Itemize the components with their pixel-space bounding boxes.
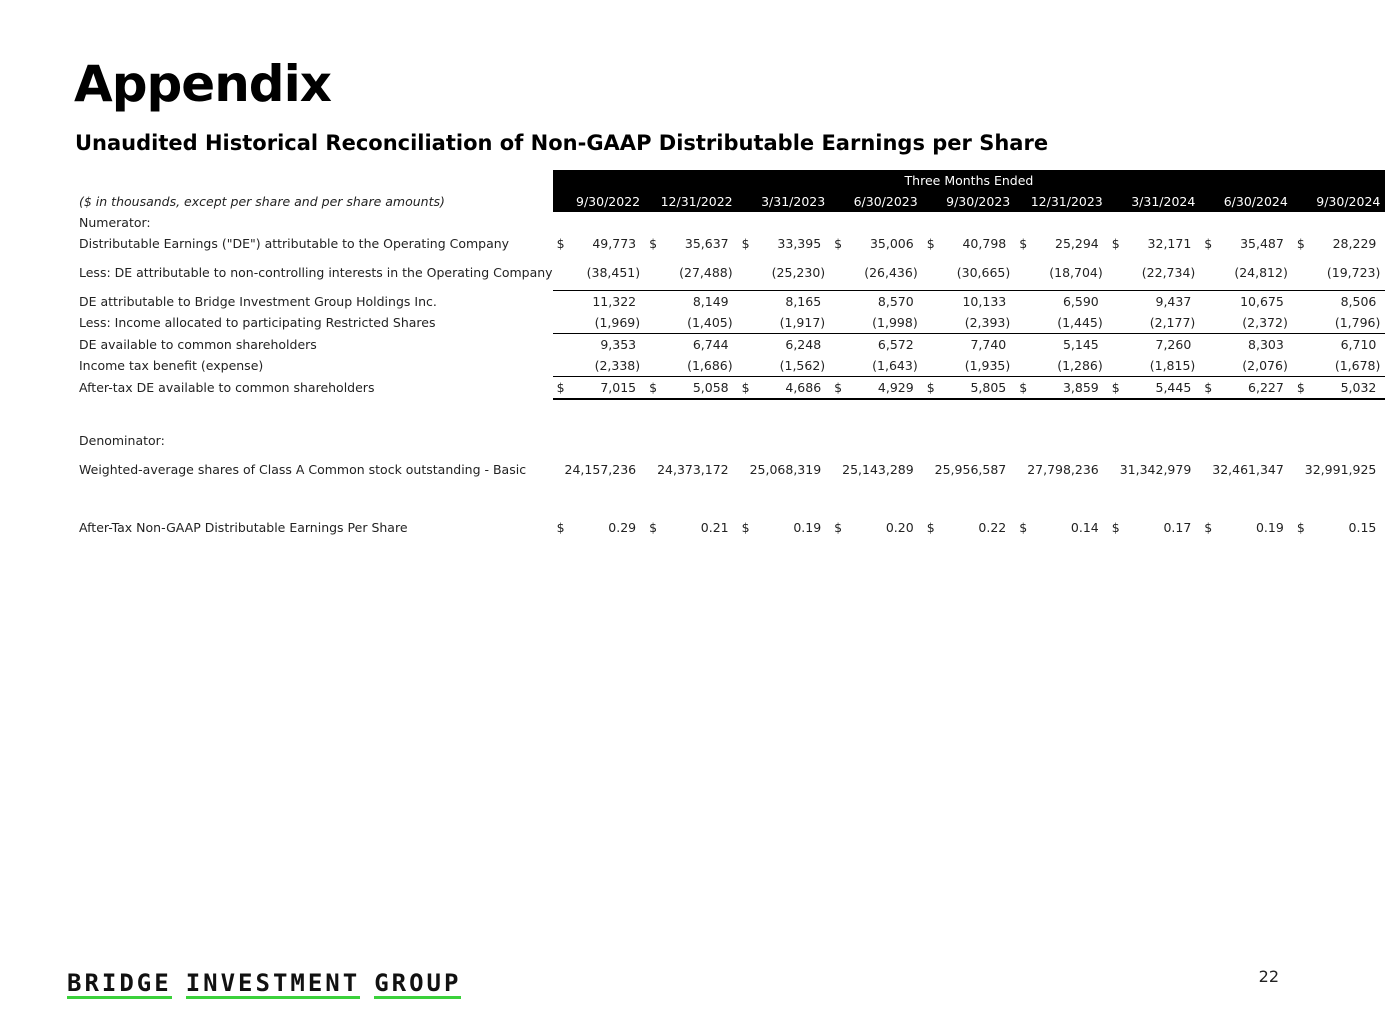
currency-symbol bbox=[645, 451, 657, 487]
currency-symbol bbox=[645, 355, 657, 377]
currency-symbol bbox=[830, 334, 842, 356]
column-header-date: 9/30/2024 bbox=[1293, 191, 1385, 212]
currency-symbol bbox=[1293, 355, 1305, 377]
currency-symbol bbox=[738, 334, 750, 356]
currency-symbol bbox=[1200, 312, 1212, 334]
currency-symbol bbox=[1200, 334, 1212, 356]
currency-symbol: $ bbox=[1293, 377, 1305, 400]
cell-value: (30,665) bbox=[956, 264, 1011, 280]
cell-value: 6,710 bbox=[1305, 334, 1385, 356]
row-label: Weighted-average shares of Class A Common stock outstanding - Basic bbox=[79, 461, 527, 477]
shares-row bbox=[74, 451, 1385, 487]
cell-value: (1,796) bbox=[1334, 315, 1381, 330]
cell-value: 6,227 bbox=[1212, 377, 1293, 400]
currency-symbol bbox=[1015, 334, 1027, 356]
currency-symbol bbox=[923, 451, 935, 487]
cell-value: 32,461,347 bbox=[1212, 461, 1284, 477]
cell-value: 6,572 bbox=[842, 334, 923, 356]
currency-symbol: $ bbox=[1015, 377, 1027, 400]
reconciliation-table bbox=[74, 170, 1385, 538]
currency-symbol: $ bbox=[1019, 236, 1028, 251]
cell-value: 6,248 bbox=[750, 334, 831, 356]
currency-symbol bbox=[738, 312, 750, 334]
currency-symbol bbox=[1015, 355, 1027, 377]
currency-symbol bbox=[923, 312, 935, 334]
cell-value: (1,445) bbox=[1057, 315, 1103, 330]
currency-symbol bbox=[1015, 312, 1027, 334]
cell-value: (2,393) bbox=[964, 315, 1011, 330]
row-label: After-Tax Non-GAAP Distributable Earnings Per Share bbox=[79, 520, 408, 535]
currency-symbol: $ bbox=[926, 236, 935, 251]
table-row bbox=[74, 377, 1385, 400]
currency-symbol bbox=[1200, 291, 1212, 313]
currency-symbol: $ bbox=[1111, 520, 1120, 535]
currency-symbol bbox=[645, 291, 657, 313]
currency-symbol: $ bbox=[834, 236, 843, 251]
cell-value: 7,015 bbox=[565, 377, 646, 400]
cell-value: 8,149 bbox=[657, 291, 738, 313]
currency-symbol bbox=[830, 254, 842, 291]
currency-symbol: $ bbox=[649, 236, 658, 251]
cell-value: 10,133 bbox=[935, 291, 1016, 313]
units-label: ($ in thousands, except per share and per share amounts) bbox=[74, 191, 553, 212]
currency-symbol: $ bbox=[1204, 236, 1213, 251]
currency-symbol bbox=[645, 312, 657, 334]
cell-value: 0.29 bbox=[608, 520, 637, 535]
cell-value: 35,487 bbox=[1240, 236, 1284, 251]
column-header-date: 9/30/2023 bbox=[923, 191, 1016, 212]
cell-value: 5,445 bbox=[1120, 377, 1201, 400]
column-header-date: 6/30/2023 bbox=[830, 191, 923, 212]
table-row bbox=[74, 233, 1385, 254]
currency-symbol: $ bbox=[738, 377, 750, 400]
numerator-label-row bbox=[74, 212, 1385, 233]
cell-value: 6,744 bbox=[657, 334, 738, 356]
currency-symbol bbox=[830, 451, 842, 487]
cell-value: (1,643) bbox=[872, 358, 918, 373]
cell-value: 5,145 bbox=[1027, 334, 1108, 356]
currency-symbol bbox=[830, 291, 842, 313]
numerator-label: Numerator: bbox=[79, 215, 151, 230]
cell-value: 5,058 bbox=[657, 377, 738, 400]
currency-symbol: $ bbox=[1111, 236, 1120, 251]
cell-value: (2,372) bbox=[1242, 315, 1288, 330]
row-label: Less: DE attributable to non-controlling interests in the Operating Company bbox=[79, 264, 553, 280]
table-row bbox=[74, 291, 1385, 313]
row-label: After-tax DE available to common shareholders bbox=[79, 380, 375, 396]
currency-symbol bbox=[830, 355, 842, 377]
cell-value: (18,704) bbox=[1049, 264, 1103, 280]
cell-value: (1,686) bbox=[687, 358, 733, 373]
currency-symbol bbox=[553, 451, 565, 487]
cell-value: 8,570 bbox=[842, 291, 923, 313]
cell-value: 27,798,236 bbox=[1027, 461, 1099, 477]
currency-symbol: $ bbox=[830, 377, 842, 400]
cell-value: (2,076) bbox=[1242, 358, 1288, 373]
currency-symbol: $ bbox=[556, 236, 565, 251]
row-label: DE attributable to Bridge Investment Group Holdings Inc. bbox=[79, 293, 437, 309]
currency-symbol bbox=[1108, 312, 1120, 334]
cell-value: 0.22 bbox=[978, 520, 1007, 535]
cell-value: 7,740 bbox=[935, 334, 1016, 356]
denominator-label-row bbox=[74, 430, 1385, 451]
column-header-date: 6/30/2024 bbox=[1200, 191, 1293, 212]
currency-symbol: $ bbox=[923, 377, 935, 400]
cell-value: 25,294 bbox=[1055, 236, 1099, 251]
company-logo bbox=[67, 970, 461, 999]
currency-symbol bbox=[553, 355, 565, 377]
cell-value: (1,286) bbox=[1057, 358, 1103, 373]
cell-value: 0.19 bbox=[793, 520, 822, 535]
row-label: DE available to common shareholders bbox=[79, 336, 317, 352]
currency-symbol bbox=[1108, 355, 1120, 377]
currency-symbol bbox=[1015, 291, 1027, 313]
column-header-date: 3/31/2024 bbox=[1108, 191, 1201, 212]
cell-value: 0.14 bbox=[1070, 520, 1099, 535]
cell-value: (1,678) bbox=[1334, 358, 1381, 373]
currency-symbol bbox=[553, 334, 565, 356]
currency-symbol: $ bbox=[1296, 520, 1305, 535]
currency-symbol: $ bbox=[553, 377, 565, 400]
row-label: Distributable Earnings ("DE") attributable to the Operating Company bbox=[79, 236, 510, 251]
currency-symbol bbox=[1108, 451, 1120, 487]
currency-symbol bbox=[645, 334, 657, 356]
currency-symbol: $ bbox=[1019, 520, 1028, 535]
cell-value: (1,815) bbox=[1149, 358, 1196, 373]
cell-value: (1,998) bbox=[872, 315, 918, 330]
column-header-row bbox=[74, 191, 1385, 212]
cell-value: 33,395 bbox=[777, 236, 822, 251]
currency-symbol: $ bbox=[741, 520, 750, 535]
row-label: Less: Income allocated to participating Restricted Shares bbox=[79, 315, 436, 331]
currency-symbol bbox=[553, 312, 565, 334]
cell-value: 0.19 bbox=[1255, 520, 1284, 535]
cell-value: 8,165 bbox=[750, 291, 831, 313]
currency-symbol bbox=[830, 312, 842, 334]
cell-value: 6,590 bbox=[1027, 291, 1108, 313]
cell-value: 5,032 bbox=[1305, 377, 1385, 400]
currency-symbol: $ bbox=[1204, 520, 1213, 535]
cell-value: 25,068,319 bbox=[749, 461, 822, 477]
cell-value: 0.20 bbox=[885, 520, 914, 535]
cell-value: 11,322 bbox=[565, 291, 646, 313]
currency-symbol bbox=[1200, 254, 1212, 291]
currency-symbol bbox=[738, 451, 750, 487]
table-row bbox=[74, 355, 1385, 377]
cell-value: 35,637 bbox=[684, 236, 729, 251]
cell-value: 24,373,172 bbox=[657, 461, 729, 477]
table-row bbox=[74, 254, 1385, 291]
currency-symbol bbox=[645, 254, 657, 291]
currency-symbol bbox=[738, 291, 750, 313]
currency-symbol bbox=[1293, 312, 1305, 334]
cell-value: 24,157,236 bbox=[564, 461, 637, 477]
currency-symbol bbox=[923, 355, 935, 377]
column-header-date: 12/31/2023 bbox=[1015, 191, 1108, 212]
currency-symbol bbox=[553, 254, 565, 291]
cell-value: (19,723) bbox=[1326, 264, 1381, 280]
cell-value: 7,260 bbox=[1120, 334, 1201, 356]
cell-value: (27,488) bbox=[679, 264, 733, 280]
page-title: Appendix bbox=[74, 55, 331, 113]
currency-symbol bbox=[1200, 355, 1212, 377]
cell-value: 8,303 bbox=[1212, 334, 1293, 356]
table-row bbox=[74, 334, 1385, 356]
cell-value: 35,006 bbox=[869, 236, 914, 251]
cell-value: 0.21 bbox=[700, 520, 729, 535]
currency-symbol bbox=[1293, 291, 1305, 313]
cell-value: 3,859 bbox=[1027, 377, 1108, 400]
cell-value: (1,405) bbox=[687, 315, 733, 330]
cell-value: (1,935) bbox=[964, 358, 1011, 373]
cell-value: 25,956,587 bbox=[934, 461, 1007, 477]
currency-symbol: $ bbox=[1296, 236, 1305, 251]
eps-row bbox=[74, 517, 1385, 538]
currency-symbol: $ bbox=[834, 520, 843, 535]
table-row bbox=[74, 312, 1385, 334]
currency-symbol: $ bbox=[645, 377, 657, 400]
currency-symbol bbox=[1200, 451, 1212, 487]
cell-value: 28,229 bbox=[1332, 236, 1377, 251]
cell-value: (2,177) bbox=[1149, 315, 1196, 330]
currency-symbol bbox=[1108, 254, 1120, 291]
cell-value: 9,353 bbox=[565, 334, 646, 356]
currency-symbol bbox=[923, 291, 935, 313]
logo-word-1: BRIDGE bbox=[67, 969, 172, 997]
cell-value: 0.15 bbox=[1348, 520, 1377, 535]
page-subtitle: Unaudited Historical Reconciliation of Non-GAAP Distributable Earnings per Share bbox=[75, 131, 1049, 155]
currency-symbol bbox=[553, 291, 565, 313]
cell-value: 25,143,289 bbox=[842, 461, 914, 477]
cell-value: (38,451) bbox=[586, 264, 641, 280]
cell-value: 9,437 bbox=[1120, 291, 1201, 313]
cell-value: (22,734) bbox=[1141, 264, 1196, 280]
page-number: 22 bbox=[1258, 967, 1279, 986]
currency-symbol bbox=[1015, 254, 1027, 291]
row-label: Income tax benefit (expense) bbox=[79, 358, 264, 374]
currency-symbol: $ bbox=[556, 520, 565, 535]
currency-symbol: $ bbox=[926, 520, 935, 535]
logo-word-2: INVESTMENT bbox=[185, 969, 361, 997]
cell-value: 32,171 bbox=[1147, 236, 1192, 251]
cell-value: 49,773 bbox=[592, 236, 637, 251]
cell-value: (25,230) bbox=[771, 264, 826, 280]
currency-symbol bbox=[1293, 254, 1305, 291]
cell-value: 10,675 bbox=[1212, 291, 1293, 313]
currency-symbol: $ bbox=[1200, 377, 1212, 400]
column-header-date: 3/31/2023 bbox=[738, 191, 831, 212]
denominator-label: Denominator: bbox=[79, 433, 165, 448]
currency-symbol bbox=[923, 334, 935, 356]
cell-value: 0.17 bbox=[1163, 520, 1192, 535]
currency-symbol: $ bbox=[1108, 377, 1120, 400]
cell-value: (1,562) bbox=[779, 358, 826, 373]
currency-symbol bbox=[1108, 334, 1120, 356]
cell-value: 5,805 bbox=[935, 377, 1016, 400]
header-group-row bbox=[74, 170, 1385, 191]
cell-value: 4,929 bbox=[842, 377, 923, 400]
currency-symbol bbox=[738, 355, 750, 377]
column-header-date: 12/31/2022 bbox=[645, 191, 738, 212]
cell-value: (26,436) bbox=[864, 264, 918, 280]
cell-value: 40,798 bbox=[962, 236, 1007, 251]
cell-value: (1,917) bbox=[779, 315, 826, 330]
currency-symbol bbox=[1015, 451, 1027, 487]
cell-value: 8,506 bbox=[1305, 291, 1385, 313]
cell-value: 4,686 bbox=[750, 377, 831, 400]
currency-symbol bbox=[1293, 451, 1305, 487]
cell-value: (2,338) bbox=[594, 358, 641, 373]
cell-value: (1,969) bbox=[594, 315, 641, 330]
cell-value: (24,812) bbox=[1234, 264, 1288, 280]
cell-value: 31,342,979 bbox=[1119, 461, 1192, 477]
column-header-date: 9/30/2022 bbox=[553, 191, 646, 212]
currency-symbol: $ bbox=[741, 236, 750, 251]
currency-symbol bbox=[923, 254, 935, 291]
logo-word-3: GROUP bbox=[374, 969, 462, 997]
three-months-ended-header: Three Months Ended bbox=[553, 170, 1385, 191]
currency-symbol bbox=[1108, 291, 1120, 313]
currency-symbol bbox=[1293, 334, 1305, 356]
currency-symbol: $ bbox=[649, 520, 658, 535]
currency-symbol bbox=[738, 254, 750, 291]
cell-value: 32,991,925 bbox=[1304, 461, 1377, 477]
